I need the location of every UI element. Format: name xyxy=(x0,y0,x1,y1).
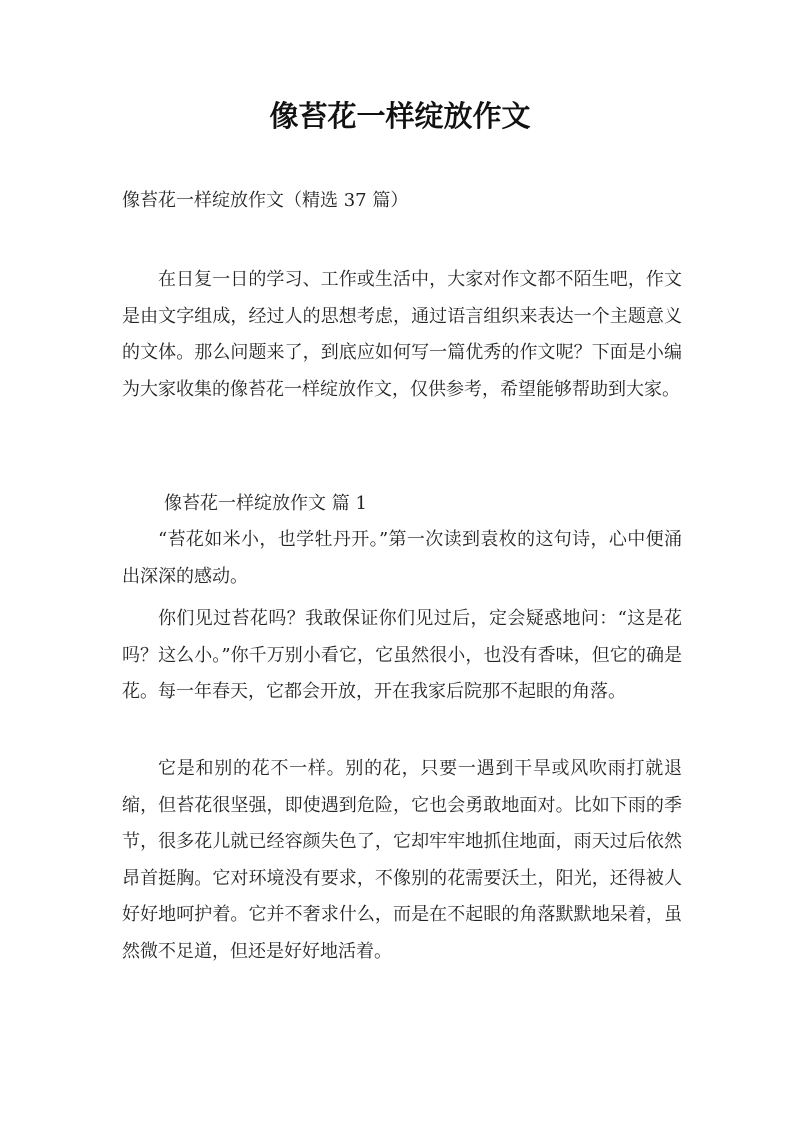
section-heading: 像苔花一样绽放作文 篇 1 xyxy=(164,493,367,514)
body-paragraph-3: 它是和别的花不一样。别的花，只要一遇到干旱或风吹雨打就退缩，但苔花很坚强，即使遇到危险，它也会勇敢地面对。比如下雨的季节，很多花儿就已经容颜失色了，它却牢牢地抓住地面，雨天过后依然昂首挺胸。它对环境没有要求，不像别的花需要沃土，阳光，还得被人好好地呵护着。它并不奢求什么，而是在不起眼的角落默默地呆着，虽然微不足道，但还是好好地活着。 xyxy=(122,758,682,962)
document-subtitle: 像苔花一样绽放作文（精选 37 篇） xyxy=(122,190,409,211)
intro-paragraph: 在日复一日的学习、工作或生活中，大家对作文都不陌生吧，作文是由文字组成，经过人的思想考虑，通过语言组织来表达一个主题意义的文体。那么问题来了，到底应如何写一篇优秀的作文呢？下面是小编为大家收集的像苔花一样绽放作文，仅供参考，希望能够帮助到大家。 xyxy=(122,269,682,400)
document-title: 像苔花一样绽放作文 xyxy=(269,99,531,133)
body-paragraph-1: “苔花如米小，也学牡丹开。”第一次读到袁枚的这句诗，心中便涌出深深的感动。 xyxy=(122,529,682,587)
body-paragraph-2: 你们见过苔花吗？我敢保证你们见过后，定会疑惑地问：“这是花吗？这么小。”你千万别小看它，它虽然很小，也没有香味，但它的确是花。每一年春天，它都会开放，开在我家后院那不起眼的角落。 xyxy=(122,608,682,702)
